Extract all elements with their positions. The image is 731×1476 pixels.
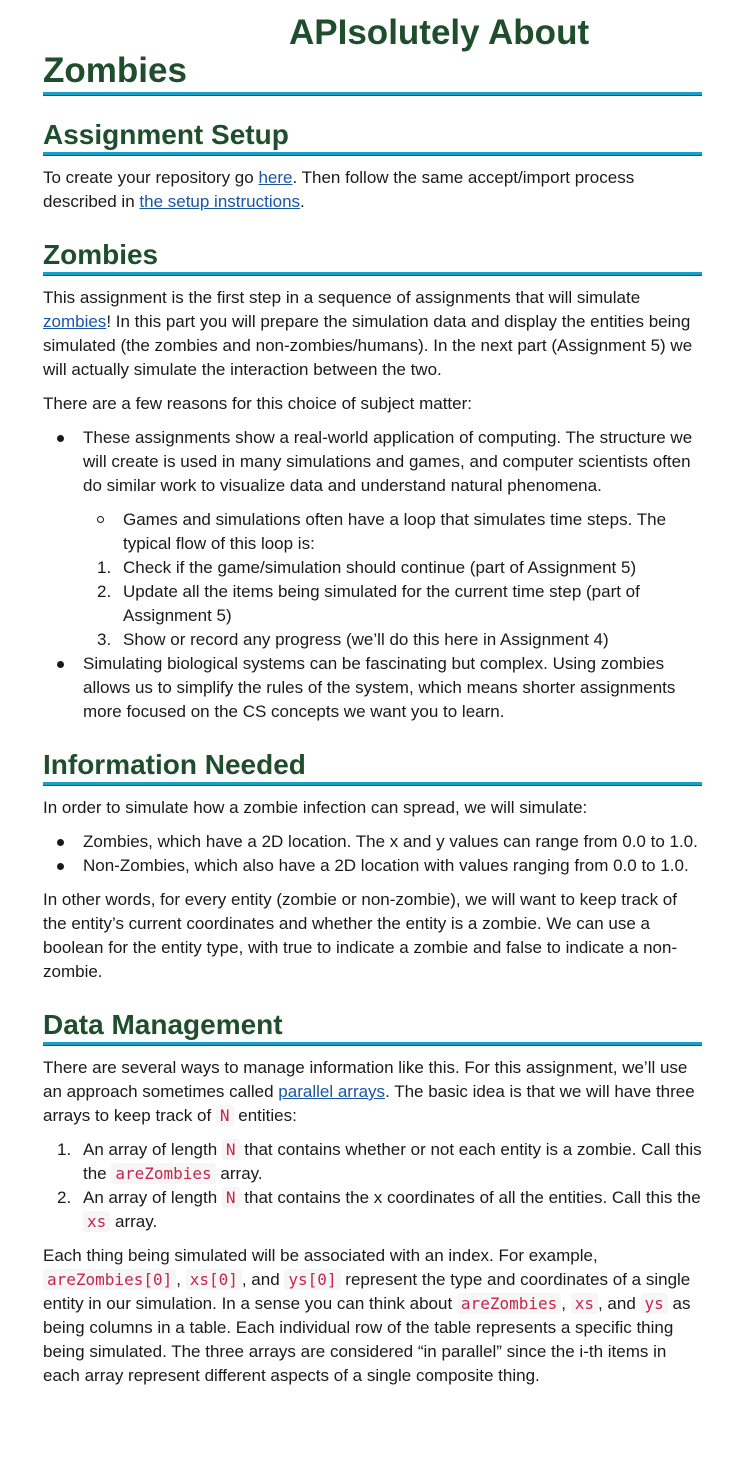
item-text: array. xyxy=(110,1212,158,1231)
data-paragraph-1 xyxy=(43,1056,702,1128)
section-assignment-setup xyxy=(43,120,702,214)
data-text: . The basic idea is that we will have three arrays to keep track of xyxy=(43,1082,695,1125)
inline-code: areZombies xyxy=(111,1163,215,1184)
data-text: represent the type and coordinates of a single entity in our simulation. In a sense you can think about xyxy=(43,1270,691,1313)
data-text: entities: xyxy=(233,1106,297,1125)
inline-code: xs[0] xyxy=(186,1269,242,1290)
here-link[interactable]: here xyxy=(258,168,293,187)
setup-text: . xyxy=(300,192,305,211)
item-number: 1. xyxy=(57,1140,72,1159)
zombies-paragraph-1 xyxy=(43,286,702,382)
item-text: that contains whether or not each entity is a zombie. Call this the xyxy=(83,1140,702,1183)
reason-2-text: Simulating biological systems can be fascinating but complex. Using zombies allows us to simplify the rules of the system, which means shorter assignments more focused on the CS concepts we want you to learn. xyxy=(83,654,676,721)
setup-text: To create your repository go xyxy=(43,168,259,187)
arrays-list xyxy=(43,1138,702,1234)
heading-underline xyxy=(43,152,702,156)
sub-bullet-text: Games and simulations often have a loop that simulates time steps. The typical flow of this loop is: xyxy=(123,510,667,553)
loop-steps-list xyxy=(83,556,702,652)
data-text: , xyxy=(561,1294,571,1313)
setup-text: . Then follow the same accept/import process described in xyxy=(43,168,635,211)
zombies-text: This assignment is the first step in a sequence of assignments that will simulate xyxy=(43,288,641,307)
setup-paragraph xyxy=(43,166,702,214)
inline-code: xs xyxy=(571,1293,598,1314)
inline-code: N xyxy=(222,1187,240,1208)
step-number: 1. xyxy=(97,558,112,577)
entity-text: Non-Zombies, which also have a 2D location with values ranging from 0.0 to 1.0. xyxy=(83,856,689,875)
section-zombies xyxy=(43,240,702,724)
item-text: array. xyxy=(215,1164,263,1183)
info-paragraph-2: In other words, for every entity (zombie or non-zombie), we will want to keep track of the entity’s current coordinates and whether the entity is a zombie. We can use a boolean for the entity type, with true to indicate a zombie and false to indicate a non-zombie. xyxy=(43,890,678,981)
heading-underline xyxy=(43,782,702,786)
heading-underline xyxy=(43,272,702,276)
sub-bullet-list xyxy=(83,508,702,556)
list-item xyxy=(43,1138,702,1186)
step-number: 2. xyxy=(97,582,112,601)
data-text: , and xyxy=(597,1294,641,1313)
zombies-text: ! In this part you will prepare the simulation data and display the entities being simulated (the zombies and non-zombies/humans). In the next part (Assignment 5) we will actually simulate the interaction between the two. xyxy=(43,312,693,379)
item-text: that contains the x coordinates of all the entities. Call this the xyxy=(239,1188,701,1207)
list-item xyxy=(43,830,702,854)
info-intro: In order to simulate how a zombie infection can spread, we will simulate: xyxy=(43,798,588,817)
zombies-link[interactable]: zombies xyxy=(43,312,107,331)
list-item xyxy=(43,1186,702,1234)
item-number: 2. xyxy=(57,1188,72,1207)
item-text: An array of length xyxy=(83,1140,222,1159)
list-item xyxy=(43,426,702,652)
page-title xyxy=(43,0,702,90)
entity-text: Zombies, which have a 2D location. The x and y values can range from 0.0 to 1.0. xyxy=(83,832,698,851)
heading-zombies: Zombies xyxy=(43,239,159,270)
inline-code: areZombies[0] xyxy=(43,1269,176,1290)
heading-assignment-setup: Assignment Setup xyxy=(43,119,289,150)
inline-code: areZombies xyxy=(457,1293,561,1314)
zombies-paragraph-2: There are a few reasons for this choice of subject matter: xyxy=(43,394,472,413)
list-item xyxy=(83,556,702,580)
setup-instructions-link[interactable]: the setup instructions xyxy=(139,192,301,211)
inline-code: N xyxy=(216,1105,234,1126)
inline-code: ys[0] xyxy=(284,1269,340,1290)
parallel-arrays-link[interactable]: parallel arrays xyxy=(278,1082,386,1101)
title-underline xyxy=(43,92,702,96)
section-information-needed xyxy=(43,750,702,984)
page-title-line2: Zombies xyxy=(43,51,187,90)
item-text: An array of length xyxy=(83,1188,222,1207)
data-text: as being columns in a table. Each individual row of the table represents a specific thing being simulated. The three arrays are considered “in parallel” since the i-th items in each array represent different aspects of a single composite thing. xyxy=(43,1294,691,1385)
section-data-management xyxy=(43,1010,702,1388)
data-text: Each thing being simulated will be associated with an index. For example, xyxy=(43,1246,598,1265)
list-item xyxy=(83,628,702,652)
step-text: Show or record any progress (we’ll do this here in Assignment 4) xyxy=(123,630,609,649)
data-paragraph-2 xyxy=(43,1244,702,1388)
step-text: Check if the game/simulation should continue (part of Assignment 5) xyxy=(123,558,637,577)
heading-data-management: Data Management xyxy=(43,1009,283,1040)
data-text: , xyxy=(176,1270,186,1289)
step-number: 3. xyxy=(97,630,112,649)
data-text: , and xyxy=(241,1270,285,1289)
inline-code: N xyxy=(222,1139,240,1160)
list-item xyxy=(83,508,702,556)
heading-information-needed: Information Needed xyxy=(43,749,306,780)
step-text: Update all the items being simulated for the current time step (part of Assignment 5) xyxy=(123,582,640,625)
reason-1-text: These assignments show a real-world application of computing. The structure we will create is used in many simulations and games, and computer scientists often do similar work to visualize data and understand natural phenomena. xyxy=(83,428,693,495)
inline-code: xs xyxy=(83,1211,110,1232)
entities-list xyxy=(43,830,702,878)
page-title-line1: APIsolutely About xyxy=(289,13,590,52)
data-text: There are several ways to manage information like this. For this assignment, we’ll use an approach sometimes called xyxy=(43,1058,688,1101)
heading-underline xyxy=(43,1042,702,1046)
list-item xyxy=(83,580,702,628)
list-item xyxy=(43,652,702,724)
list-item xyxy=(43,854,702,878)
reasons-list xyxy=(43,426,702,724)
inline-code: ys xyxy=(641,1293,668,1314)
